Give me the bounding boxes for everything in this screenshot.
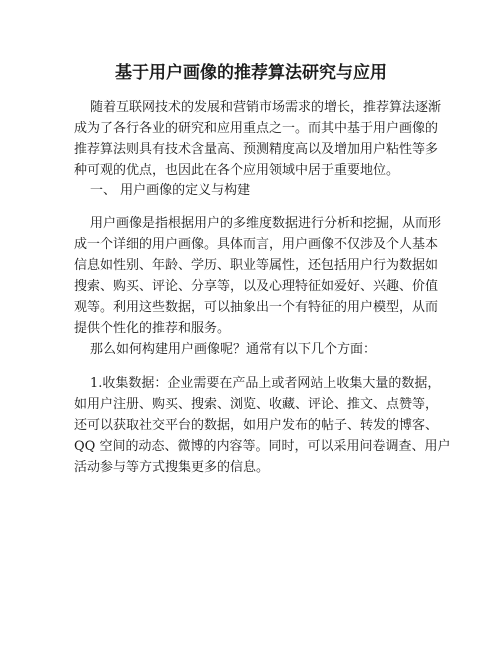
definition-paragraph xyxy=(74,213,442,339)
paragraph-line: 那么如何构建用户画像呢？通常有以下几个方面： xyxy=(90,342,377,357)
paragraph-line: 如用户注册、购买、搜索、浏览、收藏、评论、推文、点赞等， xyxy=(74,397,439,412)
paragraph-line: 观等。利用这些数据，可以抽象出一个有特征的用户模型，从而 xyxy=(74,300,439,315)
paragraph-line: 种可观的优点，也因此在各个应用领域中居于重要地位。 xyxy=(74,163,400,178)
paragraph-line: 成一个详细的用户画像。具体而言，用户画像不仅涉及个人基本 xyxy=(74,237,439,252)
paragraph-line: 用户画像是指根据用户的多维度数据进行分析和挖掘，从而形 xyxy=(90,216,442,231)
section-heading xyxy=(74,180,434,201)
paragraph-line: 信息如性别、年龄、学历、职业等属性，还包括用户行为数据如 xyxy=(74,258,439,273)
paragraph-line: 推荐算法则具有技术含量高、预测精度高以及增加用户粘性等多 xyxy=(74,142,439,157)
document-title: 基于用户画像的推荐算法研究与应用 xyxy=(115,63,387,83)
section-heading-text: 一、 用户画像的定义与构建 xyxy=(90,183,251,198)
paragraph-line: 1.收集数据：企业需要在产品上或者网站上收集大量的数据， xyxy=(90,376,441,391)
paragraph-line: 还可以获取社交平台的数据，如用户发布的帖子、转发的博客、 xyxy=(74,418,439,433)
list-item-collect-data xyxy=(74,373,451,478)
paragraph-line: QQ 空间的动态、微博的内容等。同时，可以采用问卷调查、用户 xyxy=(74,439,451,454)
paragraph-line: 提供个性化的推荐和服务。 xyxy=(74,321,231,336)
paragraph-line: 成为了各行各业的研究和应用重点之一。而其中基于用户画像的 xyxy=(74,121,439,136)
question-paragraph xyxy=(74,339,434,360)
intro-paragraph xyxy=(74,97,442,181)
paragraph-line: 随着互联网技术的发展和营销市场需求的增长，推荐算法逐渐 xyxy=(90,100,442,115)
paragraph-line: 活动参与等方式搜集更多的信息。 xyxy=(74,460,270,475)
paragraph-line: 搜索、购买、评论、分享等，以及心理特征如爱好、兴趣、价值 xyxy=(74,279,439,294)
